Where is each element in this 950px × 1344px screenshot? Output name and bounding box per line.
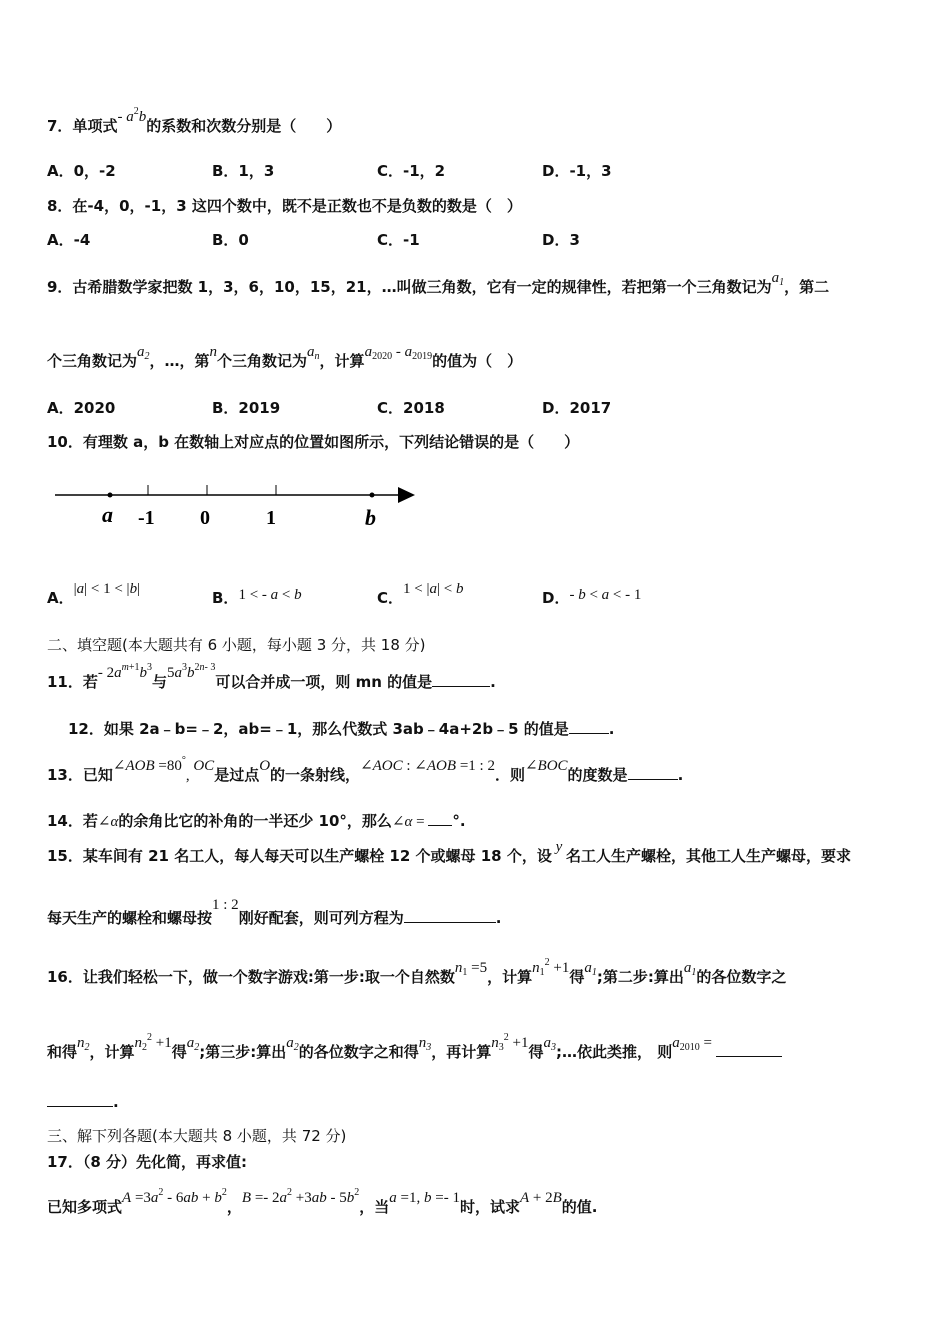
label-b: b xyxy=(365,505,376,530)
q16-n2-sq: $n_2^2 +1$ xyxy=(134,1032,172,1053)
q16-stem-line2 xyxy=(47,1032,782,1063)
q16-text-end: . xyxy=(113,1093,119,1111)
q16-text-2a: 和得 xyxy=(47,1043,78,1061)
q16-a1: $a_1$ xyxy=(584,960,597,978)
q7-option-d[interactable]: D．-1，3 xyxy=(542,162,612,180)
q16-text-2d: ;第三步:算出 xyxy=(199,1043,287,1061)
q10-option-a-expr: |a| < 1 < |b| xyxy=(73,581,141,597)
section-2-heading: 二、填空题(本大题共有 6 小题，每小题 3 分，共 18 分) xyxy=(47,636,426,654)
q12-stem xyxy=(68,718,614,739)
q13-ratio: ∠AOC : ∠AOB =1 : 2 xyxy=(360,758,495,774)
point-b xyxy=(370,493,375,498)
q9-text-2c: 个三角数记为 xyxy=(217,352,308,370)
label-a: a xyxy=(102,502,113,527)
q16-text-1c: 得 xyxy=(569,968,585,986)
q13-text-e: 的度数是 xyxy=(567,766,628,784)
q16-n2: $n_2$ xyxy=(77,1035,90,1053)
q10-option-b[interactable] xyxy=(212,587,302,608)
q16-text-2b: ，计算 xyxy=(89,1043,135,1061)
q10-option-d[interactable] xyxy=(542,587,641,608)
q12-text-end: . xyxy=(608,720,615,738)
q10-option-d-expr: - b < a < - 1 xyxy=(569,587,642,603)
q7-number: 7． xyxy=(47,117,73,135)
q11-text-b: 与 xyxy=(152,673,168,691)
q11-term1: - $2a^{m+1}b^3$ xyxy=(97,662,152,681)
q9-text-2a: 个三角数记为 xyxy=(47,352,138,370)
number-line-arrow xyxy=(398,487,415,503)
q10-stem: 10．有理数 a，b 在数轴上对应点的位置如图所示，下列结论错误的是（ ） xyxy=(47,433,580,451)
q17-poly-a: $A =3a^2 - 6ab + b^2$ xyxy=(122,1187,227,1206)
q9-a1: $a_1$ xyxy=(771,270,785,288)
q13-angle-aob: ∠AOB =80° xyxy=(112,755,186,774)
q15-answer-blank[interactable] xyxy=(404,910,496,923)
q11-term2: $5a^3b^{2n- 3}$ xyxy=(167,662,216,681)
q13-oc: OC xyxy=(193,758,215,774)
q11-answer-blank[interactable] xyxy=(432,674,490,687)
q14-alpha: ∠α xyxy=(97,814,119,830)
q16-a2010: $a_{2010}$ = xyxy=(672,1035,716,1053)
q9-option-d[interactable]: D．2017 xyxy=(542,399,612,417)
q12-answer-blank[interactable] xyxy=(569,721,609,734)
q7-monomial: - $a^2b$ xyxy=(117,106,147,125)
q10-option-b-expr: 1 < - a < b xyxy=(238,587,302,603)
label-0: 0 xyxy=(200,507,210,529)
q15-text-2b: 刚好配套，则可列方程为 xyxy=(238,909,404,927)
q16-a3: $a_3$ xyxy=(543,1035,557,1053)
q11-stem xyxy=(47,662,496,692)
q7-text: 单项式 xyxy=(72,117,118,135)
q16-a2-b: $a_2$ xyxy=(286,1035,299,1053)
q15-ratio: 1 : 2 xyxy=(212,897,239,913)
q14-stem xyxy=(47,810,466,831)
q16-stem-line3 xyxy=(47,1093,119,1111)
q8-option-a[interactable]: A．-4 xyxy=(47,231,91,249)
q13-text-b: 是过点 xyxy=(214,766,260,784)
q7-option-c[interactable]: C．-1，2 xyxy=(377,162,446,180)
q10-option-a[interactable] xyxy=(47,581,141,608)
q8-option-c[interactable]: C．-1 xyxy=(377,231,420,249)
q11-text-a: 11．若 xyxy=(47,673,98,691)
q17-text-b: ， xyxy=(226,1198,242,1216)
q17-text-c: ，当 xyxy=(359,1198,390,1216)
q14-text-a: 14．若 xyxy=(47,812,98,830)
q8-option-b[interactable]: B．0 xyxy=(212,231,249,249)
q9-stem-line1 xyxy=(47,270,830,298)
q16-text-1b: ，计算 xyxy=(487,968,533,986)
q13-text-f: . xyxy=(677,766,684,784)
q17-poly-b: $B =- 2a^2 +3ab - 5b^2$ xyxy=(241,1187,360,1206)
q16-answer-blank[interactable] xyxy=(716,1044,782,1057)
q10-option-d-label: D． xyxy=(542,589,570,607)
q17-values: a =1, b =- 1 xyxy=(389,1190,460,1206)
q13-angle-boc: ∠BOC xyxy=(524,758,568,774)
q16-text-1e: 的各位数字之 xyxy=(696,968,787,986)
q17-stem xyxy=(47,1187,598,1217)
q10-option-a-label: A． xyxy=(47,589,74,607)
q15-y: y xyxy=(551,839,567,855)
q16-text-2e: 的各位数字之和得 xyxy=(298,1043,419,1061)
q14-text-b: 的余角比它的补角的一半还少 10°，那么 xyxy=(118,812,392,830)
q16-stem-line1 xyxy=(47,957,787,988)
q8-option-d[interactable]: D．3 xyxy=(542,231,580,249)
q16-n1-eq: $n_1 =5$ xyxy=(454,960,488,978)
q16-a2: $a_2$ xyxy=(186,1035,200,1053)
q9-expression: $a_{2020} - a_{2019}$ xyxy=(364,344,433,362)
q13-text-d: ．则 xyxy=(494,766,525,784)
q10-option-b-label: B． xyxy=(212,589,239,607)
q15-text-2a: 每天生产的螺栓和螺母按 xyxy=(47,909,213,927)
q13-stem: 13．已知∠AOB =80°, OC是过点O的一条射线，∠AOC : ∠AOB =1 : 2．则∠BOC的度数是 . xyxy=(47,755,684,784)
q16-answer-blank-cont[interactable] xyxy=(47,1094,113,1107)
q7-option-a[interactable]: A．0，-2 xyxy=(47,162,116,180)
q9-text-2b: ，…，第 xyxy=(149,352,210,370)
label-neg1: -1 xyxy=(138,507,155,529)
q16-a1-b: $a_1$ xyxy=(683,960,697,978)
section-3-heading: 三、解下列各题(本大题共 8 小题，共 72 分) xyxy=(47,1127,347,1145)
q11-text-c: 可以合并成一项，则 mn 的值是 xyxy=(215,673,433,691)
q9-stem-line2 xyxy=(47,344,523,372)
q9-option-b[interactable]: B．2019 xyxy=(212,399,281,417)
q16-text-2c: 得 xyxy=(171,1043,187,1061)
q12-text: 12．如果 2a﹣b=﹣2，ab=﹣1，那么代数式 3ab﹣4a+2b﹣5 的值是 xyxy=(68,720,569,738)
q13-point-o: O xyxy=(259,758,271,774)
q8-stem: 8．在-4，0，-1，3 这四个数中，既不是正数也不是负数的数是（ ） xyxy=(47,197,522,215)
q15-stem-line1 xyxy=(47,839,852,866)
q9-text-1: 9．古希腊数学家把数 1，3，6，10，15，21，…叫做三角数，它有一定的规律性，若把第一个三角数记为 xyxy=(47,278,772,296)
q16-n1-sq: $n_1^2 +1$ xyxy=(532,957,570,978)
q16-text-2h: ;…依此类推， 则 xyxy=(556,1043,673,1061)
q7-option-b[interactable]: B．1，3 xyxy=(212,162,275,180)
q13-text-c: 的一条射线， xyxy=(270,766,361,784)
label-1: 1 xyxy=(266,507,276,529)
q16-text-2f: ，再计算 xyxy=(431,1043,492,1061)
q15-text-1b: 名工人生产螺栓，其他工人生产螺母，要求 xyxy=(566,847,852,865)
q16-n3: $n_3$ xyxy=(418,1035,432,1053)
point-a xyxy=(108,493,113,498)
q14-alpha-eq: ∠α = xyxy=(391,814,429,830)
q10-option-c[interactable] xyxy=(377,581,464,608)
q16-text-2g: 得 xyxy=(528,1043,544,1061)
q14-text-c: °. xyxy=(452,812,466,830)
q9-a2: $a_2$ xyxy=(137,344,150,362)
q17-heading: 17．（8 分）先化简，再求值: xyxy=(47,1153,248,1171)
q7-text-end: 的系数和次数分别是（ ） xyxy=(146,117,342,135)
q15-text-1a: 15．某车间有 21 名工人，每人每天可以生产螺栓 12 个或螺母 18 个，设 xyxy=(47,847,552,865)
q13-text-a: 13．已知 xyxy=(47,766,113,784)
q9-text-2d: ，计算 xyxy=(319,352,365,370)
q9-option-a[interactable]: A．2020 xyxy=(47,399,116,417)
q7-stem xyxy=(47,106,342,136)
q16-text-1d: ;第二步:算出 xyxy=(596,968,684,986)
q15-text-end: . xyxy=(495,909,502,927)
q17-text-d: 时，试求 xyxy=(459,1198,520,1216)
q10-option-c-expr: 1 < |a| < b xyxy=(403,581,464,597)
q13-answer-blank[interactable] xyxy=(628,767,678,780)
q9-n: n xyxy=(209,344,218,360)
q9-text-2e: 的值为（ ） xyxy=(432,352,523,370)
q10-option-c-label: C． xyxy=(377,589,404,607)
q14-answer-blank[interactable] xyxy=(428,813,452,826)
q17-expr: A + 2B xyxy=(519,1190,562,1206)
q9-option-c[interactable]: C．2018 xyxy=(377,399,445,417)
q15-stem-line2 xyxy=(47,897,502,928)
q9-text-1-end: ，第二 xyxy=(784,278,830,296)
q11-text-d: . xyxy=(490,673,496,691)
q9-an: $a_n$ xyxy=(307,344,320,362)
q17-text-a: 已知多项式 xyxy=(47,1198,123,1216)
q16-n3-sq: $n_3^2 +1$ xyxy=(491,1032,529,1053)
q17-text-e: 的值. xyxy=(561,1198,598,1216)
q16-text-1a: 16．让我们轻松一下，做一个数字游戏:第一步:取一个自然数 xyxy=(47,968,455,986)
number-line xyxy=(50,480,420,535)
